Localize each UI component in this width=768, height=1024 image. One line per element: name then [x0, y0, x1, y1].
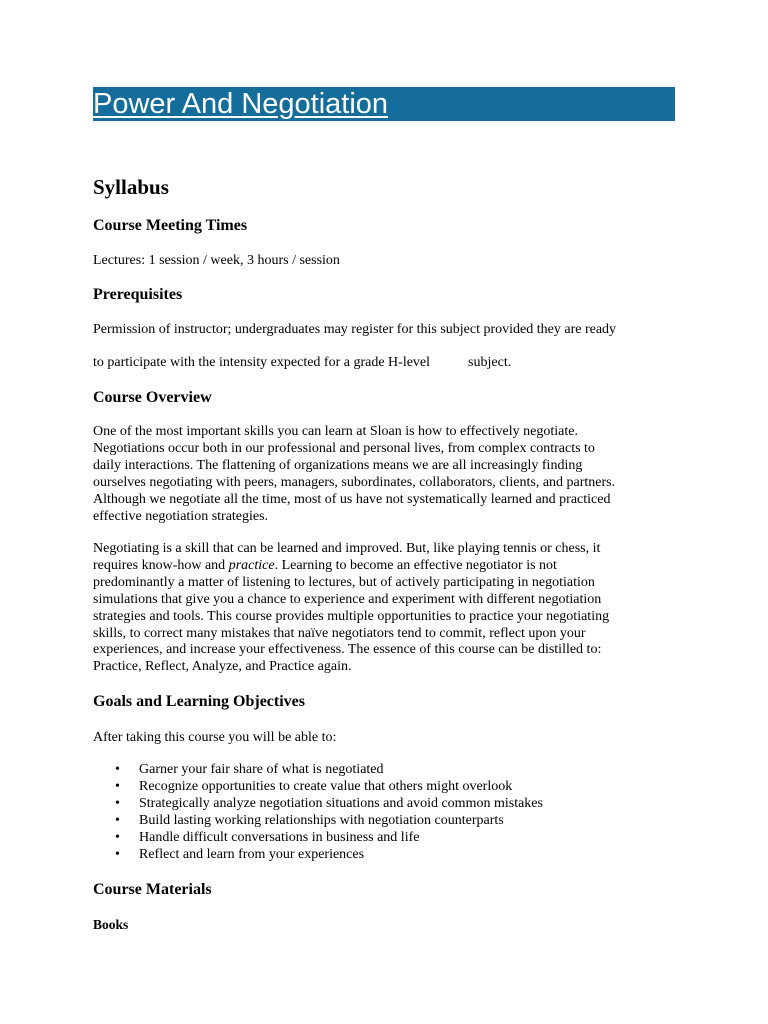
paragraph-line: Practice, Reflect, Analyze, and Practice again. [93, 659, 352, 675]
syllabus-heading: Syllabus [93, 175, 169, 199]
prerequisites-line-1: Permission of instructor; undergraduates may register for this subject provided they are ready [93, 322, 617, 337]
list-item [93, 796, 543, 813]
bullet-icon: • [115, 812, 120, 828]
bullet-icon: • [115, 762, 120, 777]
meeting-times-heading: Course Meeting Times [93, 217, 248, 234]
course-overview-heading: Course Overview [93, 389, 212, 406]
paragraph-line: effective negotiation strategies. [93, 508, 269, 524]
overview-paragraph-2 [93, 541, 683, 676]
list-item [93, 779, 543, 796]
overview-paragraph-1 [93, 424, 683, 525]
course-materials-heading: Course Materials [93, 881, 212, 898]
paragraph-line-text: requires know-how and [93, 557, 229, 573]
meeting-times-text: Lectures: 1 session / week, 3 hours / session [93, 253, 340, 268]
emphasis-practice: practice [228, 557, 275, 573]
paragraph-line: predominantly a matter of listening to lectures, but of actively participating in negotiation [93, 574, 595, 590]
bullet-icon: • [115, 846, 120, 862]
paragraph-line: skills, to correct many mistakes that naïve negotiators tend to commit, reflect upon your [93, 625, 586, 641]
objectives-list [93, 762, 543, 863]
paragraph-line: simulations that give you a chance to experience and experiment with different negotiation [93, 591, 602, 607]
prerequisites-line-2-start: to participate with the intensity expected for a grade H-level [93, 355, 431, 370]
prerequisites-line-2 [93, 354, 511, 371]
goals-heading: Goals and Learning Objectives [93, 693, 306, 710]
paragraph-line: Negotiating is a skill that can be learned and improved. But, like playing tennis or chess, it [93, 541, 601, 556]
bullet-icon: • [115, 829, 120, 845]
paragraph-line: daily interactions. The flattening of organizations means we are all increasingly finding [93, 457, 583, 473]
list-item [93, 830, 543, 847]
paragraph-line [93, 558, 683, 575]
prerequisites-heading: Prerequisites [93, 286, 183, 303]
goals-intro: After taking this course you will be able to: [93, 730, 337, 745]
paragraph-line: One of the most important skills you can learn at Sloan is how to effectively negotiate. [93, 424, 578, 439]
paragraph-line: Although we negotiate all the time, most of us have not systematically learned and practiced [93, 491, 611, 507]
paragraph-line: strategies and tools. This course provides multiple opportunities to practice your negotiating [93, 608, 610, 624]
paragraph-line-text: . Learning to become an effective negotiator is not [274, 557, 557, 573]
prerequisites-line-2-end: subject. [468, 355, 512, 370]
list-item-text: Strategically analyze negotiation situations and avoid common mistakes [139, 795, 543, 811]
bullet-icon: • [115, 778, 120, 794]
page-title-link[interactable]: Power And Negotiation [93, 88, 389, 120]
list-item [93, 847, 543, 864]
list-item-text: Reflect and learn from your experiences [139, 846, 365, 862]
title-banner [93, 87, 675, 121]
list-item [93, 762, 543, 779]
paragraph-line: Negotiations occur both in our professional and personal lives, from complex contracts to [93, 440, 595, 456]
paragraph-line: ourselves negotiating with peers, managers, subordinates, collaborators, clients, and partners. [93, 474, 616, 490]
books-heading: Books [93, 917, 129, 932]
list-item-text: Garner your fair share of what is negotiated [139, 762, 384, 777]
list-item-text: Handle difficult conversations in business and life [139, 829, 420, 845]
list-item-text: Recognize opportunities to create value that others might overlook [139, 778, 513, 794]
paragraph-line: experiences, and increase your effectiveness. The essence of this course can be distilled to: [93, 642, 602, 658]
list-item [93, 813, 543, 830]
list-item-text: Build lasting working relationships with negotiation counterparts [139, 812, 504, 828]
bullet-icon: • [115, 795, 120, 811]
